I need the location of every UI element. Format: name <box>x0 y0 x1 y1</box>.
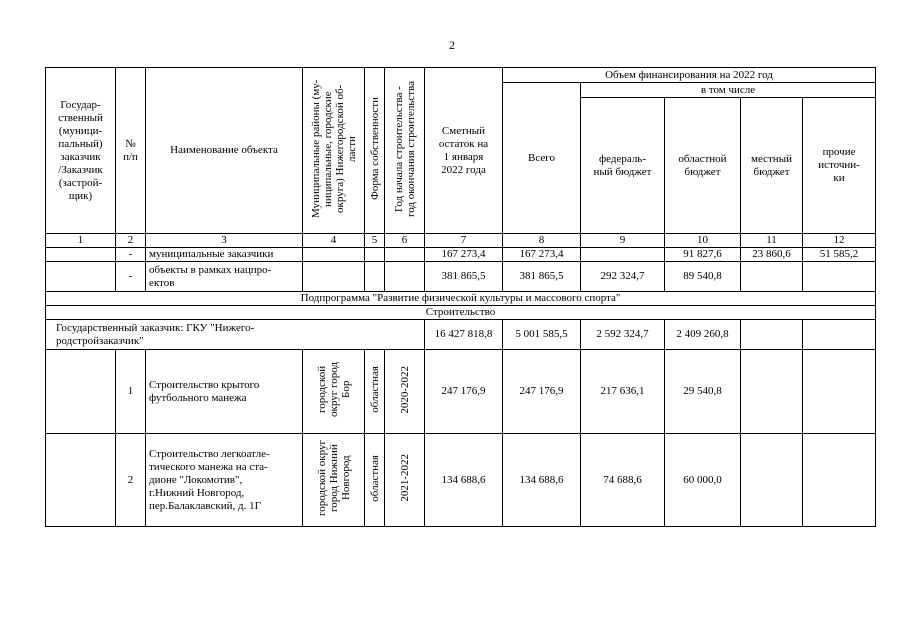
column-number: 9 <box>581 234 665 248</box>
header-object-name: Наименование объекта <box>146 68 303 234</box>
column-number: 1 <box>46 234 116 248</box>
cell-total: 167 273,4 <box>503 248 581 262</box>
cell-district: городской округ город Нижний Новгород <box>303 434 365 527</box>
cell-district <box>303 262 365 292</box>
header-local-budget: местный бюджет <box>741 98 803 234</box>
cell-district: городской округ город Бор <box>303 350 365 434</box>
cell-balance: 381 865,5 <box>425 262 503 292</box>
cell-years: 2020-2022 <box>385 350 425 434</box>
cell-other <box>803 350 876 434</box>
table-row <box>46 262 876 292</box>
cell-name: объекты в рамках нацпро- ектов <box>146 262 303 292</box>
cell-balance: 16 427 818,8 <box>425 320 503 350</box>
object-row <box>46 434 876 527</box>
cell-balance: 167 273,4 <box>425 248 503 262</box>
column-number: 4 <box>303 234 365 248</box>
cell-ownership: областная <box>365 350 385 434</box>
header-federal-budget: федераль- ный бюджет <box>581 98 665 234</box>
cell-name: Строительство легкоатле- тического манежа на ста- дионе "Локомотив", г.Нижний Новгород, пер.Балаклавский, д. 1Г <box>146 434 303 527</box>
customer-row <box>46 320 876 350</box>
cell-local: 23 860,6 <box>741 248 803 262</box>
column-number: 2 <box>116 234 146 248</box>
header-customer: Государ- ственный (муници- пальный) заказчик /Заказчик (застрой- щик) <box>46 68 116 234</box>
cell-regional: 89 540,8 <box>665 262 741 292</box>
header-funding-volume: Объем финансирования на 2022 год <box>503 68 876 83</box>
header-municipal-districts: Муниципальные районы (му- ниципальные, городские округа) Нижегородской об- ласти <box>303 68 365 234</box>
column-number: 6 <box>385 234 425 248</box>
cell-customer <box>46 248 116 262</box>
cell-years <box>385 248 425 262</box>
cell-customer <box>46 434 116 527</box>
header-ownership-form: Форма собственности <box>365 68 385 234</box>
cell-regional: 29 540,8 <box>665 350 741 434</box>
cell-regional: 2 409 260,8 <box>665 320 741 350</box>
column-number: 3 <box>146 234 303 248</box>
column-numbers-row <box>46 234 876 248</box>
cell-regional: 91 827,6 <box>665 248 741 262</box>
cell-federal <box>581 248 665 262</box>
header-other-sources: прочие источни- ки <box>803 98 876 234</box>
header-estimated-balance: Сметный остаток на 1 января 2022 года <box>425 68 503 234</box>
cell-name: Строительство крытого футбольного манежа <box>146 350 303 434</box>
cell-num: - <box>116 262 146 292</box>
cell-other <box>803 434 876 527</box>
column-number: 8 <box>503 234 581 248</box>
cell-local <box>741 320 803 350</box>
cell-other <box>803 262 876 292</box>
cell-local <box>741 262 803 292</box>
header-years: Год начала строительства - год окончания строительства <box>385 68 425 234</box>
cell-other <box>803 320 876 350</box>
cell-years: 2021-2022 <box>385 434 425 527</box>
column-number: 7 <box>425 234 503 248</box>
header-including: в том числе <box>581 83 876 98</box>
page-number: 2 <box>449 38 455 52</box>
table-row <box>46 248 876 262</box>
cell-num: 2 <box>116 434 146 527</box>
cell-name: муниципальные заказчики <box>146 248 303 262</box>
cell-num: 1 <box>116 350 146 434</box>
cell-local <box>741 350 803 434</box>
cell-total: 5 001 585,5 <box>503 320 581 350</box>
cell-total: 134 688,6 <box>503 434 581 527</box>
subprogram-title: Подпрограмма "Развитие физической культуры и массового спорта" <box>46 292 876 306</box>
section-title: Строительство <box>46 306 876 320</box>
customer-label: Государственный заказчик: ГКУ "Нижего- родстройзаказчик" <box>46 320 425 350</box>
cell-federal: 2 592 324,7 <box>581 320 665 350</box>
header-num: № п/п <box>116 68 146 234</box>
cell-regional: 60 000,0 <box>665 434 741 527</box>
cell-federal: 74 688,6 <box>581 434 665 527</box>
column-number: 5 <box>365 234 385 248</box>
cell-total: 381 865,5 <box>503 262 581 292</box>
column-number: 12 <box>803 234 876 248</box>
cell-customer <box>46 262 116 292</box>
cell-total: 247 176,9 <box>503 350 581 434</box>
cell-federal: 217 636,1 <box>581 350 665 434</box>
header-regional-budget: областной бюджет <box>665 98 741 234</box>
object-row <box>46 350 876 434</box>
cell-federal: 292 324,7 <box>581 262 665 292</box>
cell-balance: 134 688,6 <box>425 434 503 527</box>
cell-years <box>385 262 425 292</box>
column-number: 10 <box>665 234 741 248</box>
header-total: Всего <box>503 83 581 234</box>
column-number: 11 <box>741 234 803 248</box>
cell-local <box>741 434 803 527</box>
cell-balance: 247 176,9 <box>425 350 503 434</box>
cell-other: 51 585,2 <box>803 248 876 262</box>
cell-district <box>303 248 365 262</box>
cell-num: - <box>116 248 146 262</box>
financing-table <box>45 67 876 527</box>
cell-ownership: областная <box>365 434 385 527</box>
cell-ownership <box>365 262 385 292</box>
cell-ownership <box>365 248 385 262</box>
cell-customer <box>46 350 116 434</box>
